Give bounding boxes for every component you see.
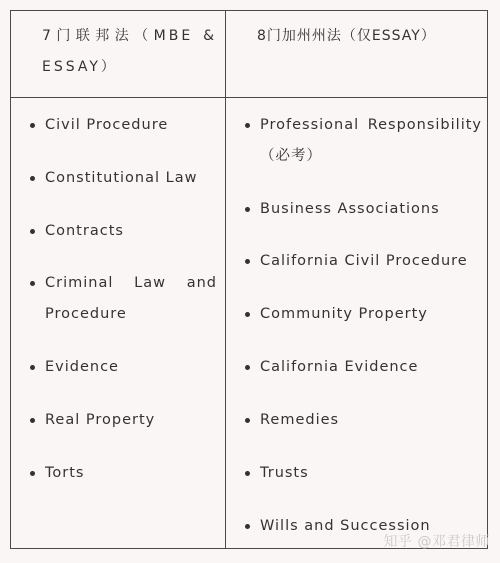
bullet-icon	[30, 123, 35, 128]
header-federal-subjects: 7门联邦法（MBE & ESSAY）	[42, 28, 217, 75]
list-item: Criminal Law and Procedure	[45, 268, 217, 330]
list-item: Trusts	[260, 458, 482, 489]
list-item: Real Property	[45, 405, 217, 436]
list-item: Evidence	[45, 352, 217, 383]
list-item: Wills and Succession	[260, 511, 482, 542]
california-subjects-column	[226, 98, 488, 548]
bullet-icon	[245, 123, 250, 128]
list-item: Community Property	[260, 299, 482, 330]
bullet-icon	[30, 281, 35, 286]
bullet-icon	[30, 176, 35, 181]
list-item: Torts	[45, 458, 217, 489]
bullet-icon	[245, 312, 250, 317]
bullet-icon	[245, 471, 250, 476]
bullet-icon	[245, 524, 250, 529]
list-item: Contracts	[45, 216, 217, 247]
bullet-icon	[245, 418, 250, 423]
list-item: Business Associations	[260, 194, 482, 225]
subjects-table	[10, 10, 488, 549]
bullet-icon	[30, 471, 35, 476]
list-item: California Civil Procedure	[260, 246, 482, 277]
list-item: Constitutional Law	[45, 163, 217, 194]
bullet-icon	[30, 418, 35, 423]
bullet-icon	[245, 365, 250, 370]
bullet-icon	[245, 259, 250, 264]
list-item: Civil Procedure	[45, 110, 217, 141]
list-item: Remedies	[260, 405, 482, 436]
list-item: Professional Responsibility（必考）	[260, 110, 482, 172]
bullet-icon	[30, 229, 35, 234]
watermark: 知乎 @邓君律师	[383, 534, 490, 550]
bullet-icon	[245, 207, 250, 212]
bullet-icon	[30, 365, 35, 370]
federal-subjects-column	[11, 98, 225, 548]
header-california-subjects: 8门加州州法（仅ESSAY）	[257, 28, 436, 44]
list-item: California Evidence	[260, 352, 482, 383]
